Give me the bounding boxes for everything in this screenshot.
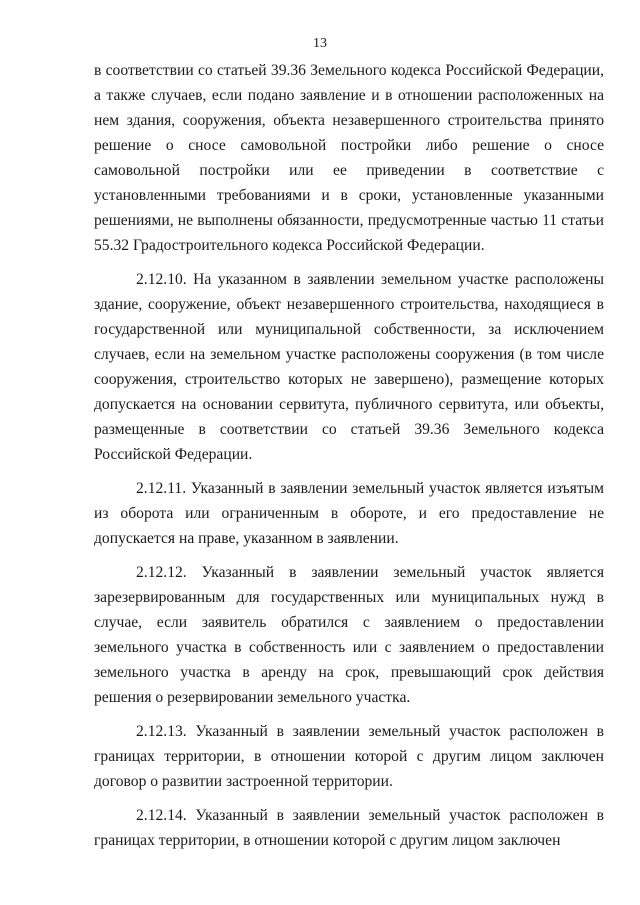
paragraph-2-12-14: 2.12.14. Указанный в заявлении земельный участок расположен в границах территории, в отношении которой с другим лицом заключен — [94, 807, 604, 849]
paragraph-2-12-10: 2.12.10. На указанном в заявлении земельном участке расположены здание, сооружение, объект незавершенного строительства, находящиеся в государственной или муниципальной собственности, за исключением случаев, если на земельном участке расположены сооружения (в том числе сооружения, строительство которых не завершено), размещение которых допускается на основании сервитута, публичного сервитута, или объекты, размещенные в соответствии со статьей 39.36 Земельного кодекса Российской Федерации. — [94, 271, 604, 463]
document-body — [94, 58, 604, 853]
paragraph-2-12-12: 2.12.12. Указанный в заявлении земельный участок является зарезервированным для государственных или муниципальных нужд в случае, если заявитель обратился с заявлением о предоставлении земельного участка в собственность или с заявлением о предоставлении земельного участка в аренду на срок, превышающий срок действия решения о резервировании земельного участка. — [94, 564, 604, 706]
paragraph-continuation: в соответствии со статьей 39.36 Земельного кодекса Российской Федерации, а также случаев, если подано заявление и в отношении расположенных на нем здания, сооружения, объекта незавершенного строительства принято решение о сносе самовольной постройки либо решение о сносе самовольной постройки или ее приведении в соответствие с установленными требованиями и в сроки, установленные указанными решениями, не выполнены обязанности, предусмотренные частью 11 статьи 55.32 Градостроительного кодекса Российской Федерации. — [94, 62, 604, 254]
page-number: 13 — [313, 36, 327, 51]
paragraph-2-12-13: 2.12.13. Указанный в заявлении земельный участок расположен в границах территории, в отношении которой с другим лицом заключен договор о развитии застроенной территории. — [94, 723, 604, 790]
paragraph-2-12-11: 2.12.11. Указанный в заявлении земельный участок является изъятым из оборота или ограниченным в обороте, и его предоставление не допускается на праве, указанном в заявлении. — [94, 480, 604, 547]
